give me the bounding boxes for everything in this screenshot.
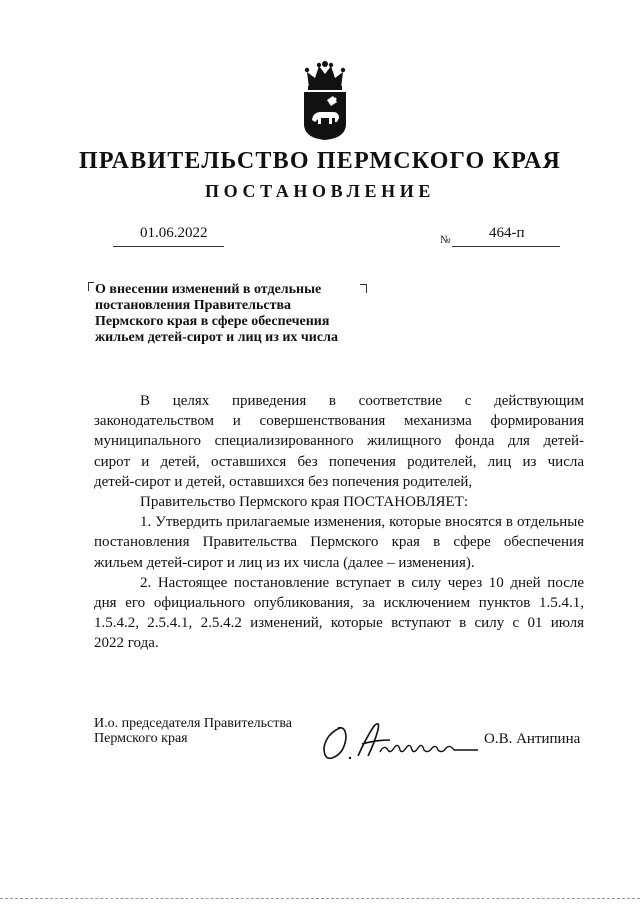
signatory-position: [94, 716, 292, 746]
subject-line: постановления Правительства: [95, 298, 291, 313]
perm-krai-coat-of-arms-icon: [299, 58, 351, 140]
subject-line: Пермского края в сфере обеспечения: [95, 314, 330, 329]
paragraph-preamble: [94, 391, 584, 492]
position-line: Пермского края: [94, 731, 188, 746]
body-line: законодательством и совершенствования механизма формирования: [94, 413, 584, 430]
document-type: ПОСТАНОВЛЕНИЕ: [205, 181, 435, 201]
subject-line: жильем детей-сирот и лиц из их числа: [95, 330, 338, 345]
body-line: детей-сирот и детей, оставшихся без попечения родителей,: [94, 473, 473, 490]
document-subject: [95, 282, 375, 346]
page-bottom-edge: [0, 898, 640, 899]
body-line: сирот и детей, оставшихся без попечения родителей, лиц из числа: [94, 453, 584, 470]
document-date: 01.06.2022: [140, 225, 208, 241]
subject-bracket-left: [88, 282, 94, 291]
date-underline: [113, 246, 224, 247]
position-line: И.о. председателя Правительства: [94, 716, 293, 731]
body-line: жильем детей-сирот и лиц из их числа (далее – изменения).: [94, 554, 475, 571]
signatory-name: О.В. Антипина: [484, 731, 581, 747]
body-line: дня его официального опубликования, за исключением пунктов 1.5.4.1,: [94, 595, 584, 612]
subject-line: О внесении изменений в отдельные: [95, 282, 322, 297]
body-line: 1.5.4.2, 2.5.4.1, 2.5.4.2 изменений, которые вступают в силу с 01 июля: [94, 615, 584, 632]
number-sign: №: [440, 234, 451, 246]
body-line: 2022 года.: [94, 635, 159, 652]
body-line: постановления Правительства Пермского края в сфере обеспечения: [94, 534, 584, 551]
government-title: ПРАВИТЕЛЬСТВО ПЕРМСКОГО КРАЯ: [78, 148, 562, 174]
body-line: 1. Утвердить прилагаемые изменения, которые вносятся в отдельные: [140, 514, 584, 531]
document-number: 464-п: [489, 225, 525, 241]
body-line: В целях приведения в соответствие с действующим: [140, 393, 584, 409]
handwritten-signature-icon: [318, 716, 488, 766]
body-line: муниципального специализированного жилищного фонда для детей-: [94, 433, 584, 450]
paragraph-item-1: [94, 512, 584, 573]
document-body: [94, 391, 584, 654]
body-line: 2. Настоящее постановление вступает в силу через 10 дней после: [140, 574, 584, 591]
paragraph-resolves: Правительство Пермского края ПОСТАНОВЛЯЕТ:: [140, 494, 469, 511]
number-underline: [452, 246, 560, 247]
paragraph-item-2: [94, 573, 584, 654]
